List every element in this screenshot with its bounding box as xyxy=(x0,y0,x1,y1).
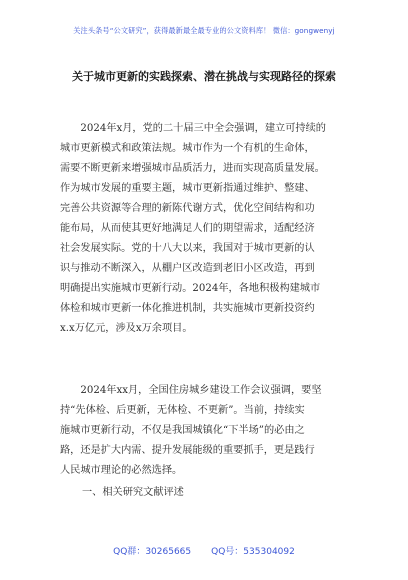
paragraph-line: 能布局，从而使其更好地满足人们的期望需求，适配经济 xyxy=(60,223,315,234)
paragraph-line: 持“先体检、后更新，无体检、不更新”。当前，持续实 xyxy=(60,405,305,416)
qq-account-number: QQ号：535304092 xyxy=(211,547,295,557)
document-title: 关于城市更新的实践探索、潜在挑战与实现路径的探索 xyxy=(72,70,336,83)
paragraph-line: 作为城市发展的重要主题，城市更新指通过维护、整建、 xyxy=(60,183,315,194)
section-heading: 一、相关研究文献评述 xyxy=(82,487,184,498)
paragraph-line: 完善公共资源等合理的新陈代谢方式，优化空间结构和功 xyxy=(60,203,315,214)
paragraph-line: 需要不断更新来增强城市品质活力，进而实现高质量发展。 xyxy=(60,163,325,174)
header-banner: 关注头条号“公文研究”，获得最新最全最专业的公文资料库！ 微信：gongwenyj xyxy=(73,26,335,35)
paragraph-line: 明确提出实施城市更新行动。2024年，各地积极构建城市 xyxy=(60,283,321,294)
paragraph-line: 人民城市理论的必然选择。 xyxy=(60,465,183,476)
paragraph-line: 城市更新模式和政策法规。城市作为一个有机的生命体， xyxy=(60,143,315,154)
paragraph-line: 识与推动不断深入，从棚户区改造到老旧小区改造，再到 xyxy=(60,263,315,274)
paragraph-line: 2024年xx月，全国住房城乡建设工作会议强调，要坚 xyxy=(60,385,322,396)
paragraph-line: 社会发展实际。党的十八大以来，我国对于城市更新的认 xyxy=(60,243,315,254)
paragraph-1 xyxy=(60,119,350,339)
paragraph-line: 施城市更新行动，不仅是我国城镇化“下半场”的必由之 xyxy=(60,425,305,436)
paragraph-line: 2024年x月，党的二十届三中全会强调，建立可持续的 xyxy=(60,123,326,134)
qq-group-number: QQ群：30265665 xyxy=(113,547,192,557)
paragraph-line: x.x万亿元，涉及x万余项目。 xyxy=(60,323,193,334)
paragraph-2 xyxy=(60,381,350,481)
paragraph-line: 体检和城市更新一体化推进机制，共实施城市更新投资约 xyxy=(60,303,315,314)
footer-contact xyxy=(0,544,408,557)
paragraph-line: 路，还是扩大内需、提升发展能级的重要抓手，更是践行 xyxy=(60,445,315,456)
